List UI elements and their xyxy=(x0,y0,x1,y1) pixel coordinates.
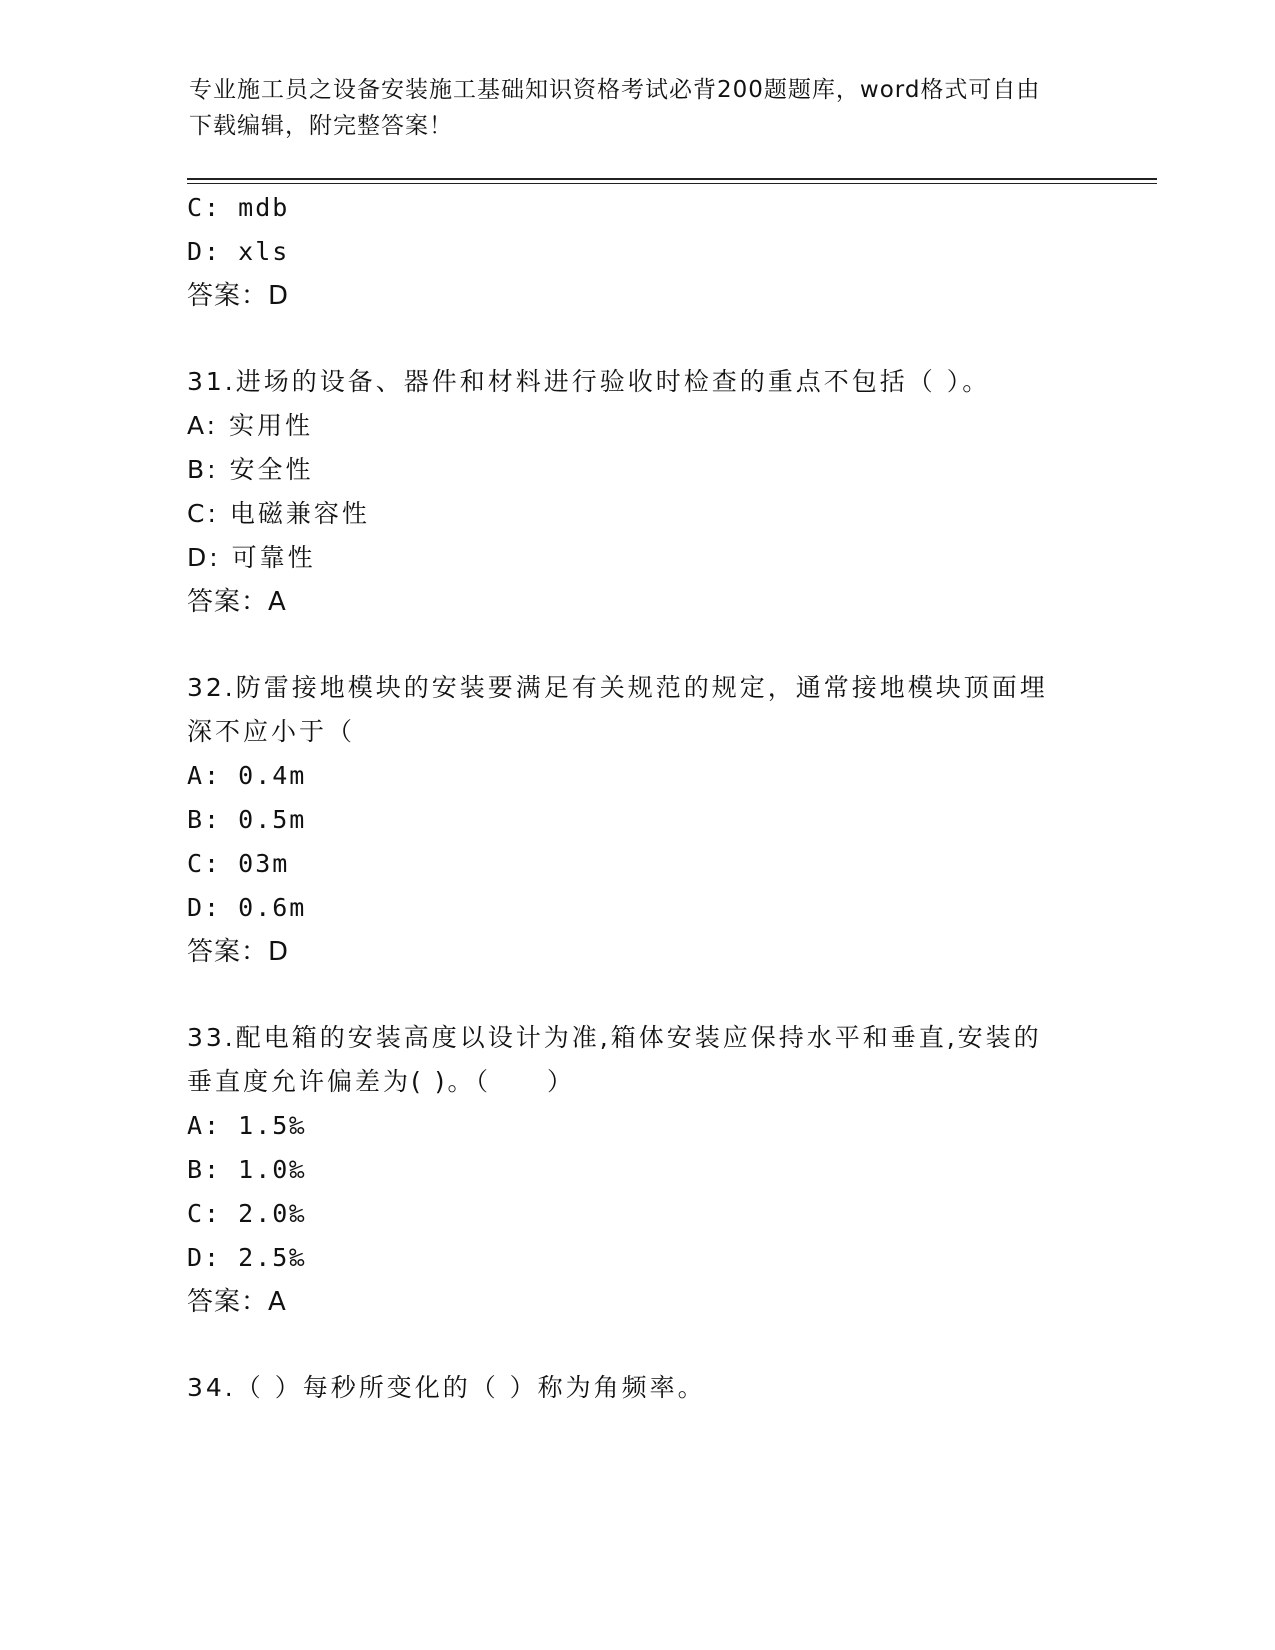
question-31: 31.进场的设备、器件和材料进行验收时检查的重点不包括（ ）。 xyxy=(187,367,991,396)
header-rule-thin xyxy=(187,183,1157,184)
question-33-line-1: 33.配电箱的安装高度以设计为准,箱体安装应保持水平和垂直,安装的 xyxy=(187,1023,1042,1052)
header-rule-thick xyxy=(187,178,1157,180)
option-d: D: 2.5‰ xyxy=(187,1243,307,1272)
option-c: C: mdb xyxy=(187,193,290,222)
option-b: B: 0.5m xyxy=(187,805,307,834)
option-a: A: 1.5‰ xyxy=(187,1111,307,1140)
answer: 答案：D xyxy=(187,281,290,311)
option-a: A: 0.4m xyxy=(187,761,307,790)
question-33-line-2: 垂直度允许偏差为( )。（ ） xyxy=(187,1067,575,1096)
question-32-line-1: 32.防雷接地模块的安装要满足有关规范的规定，通常接地模块顶面埋 xyxy=(187,673,1048,702)
option-d: D: 可靠性 xyxy=(187,543,316,572)
option-a: A: 实用性 xyxy=(187,411,314,440)
answer: 答案：A xyxy=(187,1287,287,1317)
option-d: D: 0.6m xyxy=(187,893,307,922)
answer: 答案：A xyxy=(187,587,287,617)
option-c: C: 03m xyxy=(187,849,290,878)
option-b: B: 安全性 xyxy=(187,455,314,484)
header-line-2: 下载编辑，附完整答案！ xyxy=(189,113,453,139)
option-c: C: 电磁兼容性 xyxy=(187,499,370,528)
header-line-1: 专业施工员之设备安装施工基础知识资格考试必背200题题库，word格式可自由 xyxy=(189,77,1041,103)
page-header xyxy=(189,72,1089,144)
option-b: B: 1.0‰ xyxy=(187,1155,307,1184)
question-32-line-2: 深不应小于（ xyxy=(187,717,356,746)
question-34: 34.（ ）每秒所变化的（ ）称为角频率。 xyxy=(187,1373,706,1402)
option-d: D: xls xyxy=(187,237,290,266)
answer: 答案：D xyxy=(187,937,290,967)
option-c: C: 2.0‰ xyxy=(187,1199,307,1228)
